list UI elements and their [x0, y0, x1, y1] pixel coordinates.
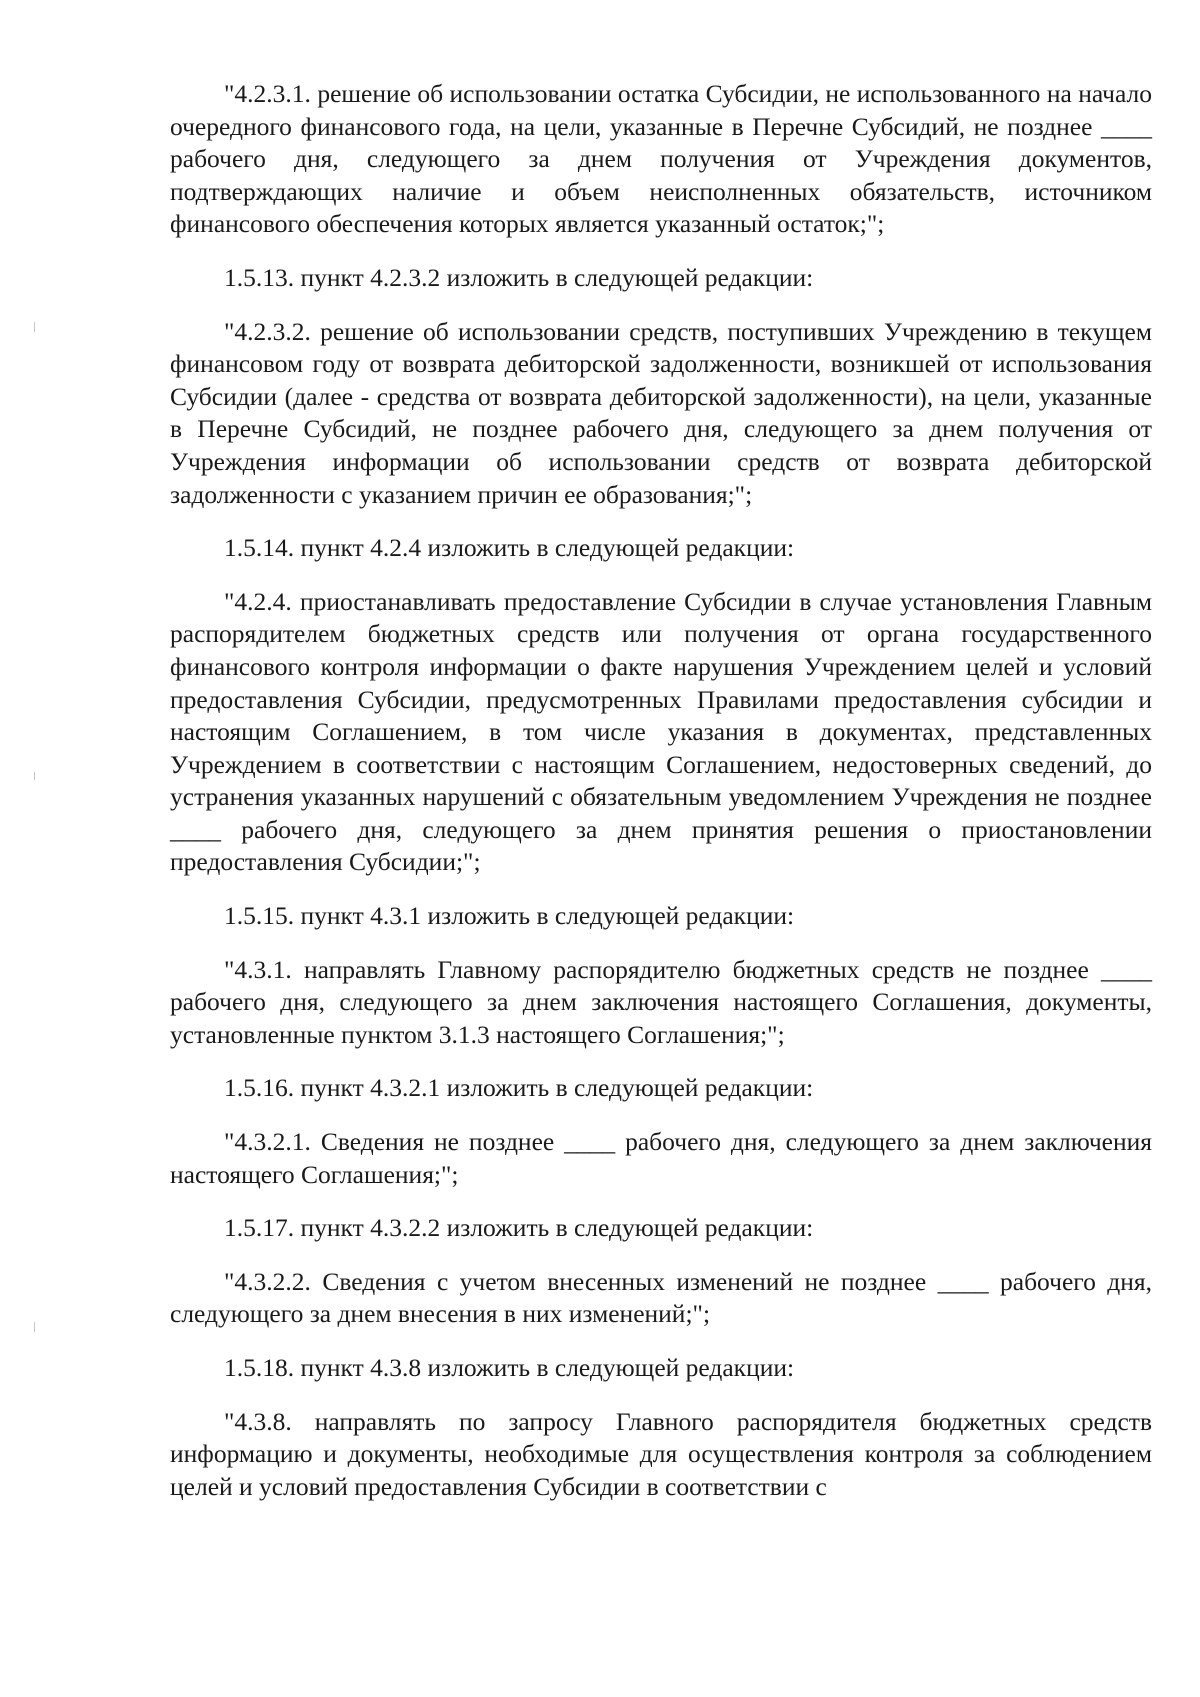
item-1-5-13: 1.5.13. пункт 4.2.3.2 изложить в следующей редакции: [224, 262, 814, 292]
item-1-5-15: 1.5.15. пункт 4.3.1 изложить в следующей редакции: [224, 901, 795, 931]
item-1-5-16: 1.5.16. пункт 4.3.2.1 изложить в следующей редакции: [224, 1073, 814, 1103]
scan-mark [34, 322, 35, 332]
paragraph-4-3-2-2: "4.3.2.2. Сведения с учетом внесенных изменений не позднее ____ рабочего дня, следующего за днем внесения в них изменений;"; [170, 1266, 1152, 1329]
scan-mark [34, 772, 35, 780]
paragraph-4-3-8: "4.3.8. направлять по запросу Главного распорядителя бюджетных средств информацию и документы, необходимые для осуществления контроля за соблюдением целей и условий предоставления Субсидии в соответствии с [170, 1406, 1152, 1501]
paragraph-4-3-1: "4.3.1. направлять Главному распорядителю бюджетных средств не позднее ____ рабочего дня, следующего за днем заключения настоящего Соглашения, документы, установленные пунктом 3.1.3 настоящего Соглашения;"; [170, 954, 1152, 1049]
item-1-5-17: 1.5.17. пункт 4.3.2.2 изложить в следующей редакции: [224, 1213, 814, 1243]
paragraph-4-2-3-2: "4.2.3.2. решение об использовании средств, поступивших Учреждению в текущем финансовом году от возврата дебиторской задолженности, возникшей от использования Субсидии (далее - средства от возврата дебиторской задолженности), на цели, указанные в Перечне Субсидий, не позднее рабочего дня, следующего за днем получения от Учреждения информации об использовании средств от возврата дебиторской задолженности с указанием причин ее образования;"; [170, 316, 1152, 509]
paragraph-4-2-3-1: "4.2.3.1. решение об использовании остатка Субсидии, не использованного на начало очередного финансового года, на цели, указанные в Перечне Субсидий, не позднее ____ рабочего дня, следующего за днем получения от Учреждения документов, подтверждающих наличие и объем неисполненных обязательств, источником финансового обеспечения которых является указанный остаток;"; [170, 79, 1152, 239]
paragraph-4-2-4: "4.2.4. приостанавливать предоставление Субсидии в случае установления Главным распорядителем бюджетных средств или получения от органа государственного финансового контроля информации о факте нарушения Учреждением целей и условий предоставления Субсидии, предусмотренных Правилами предоставления субсидии и настоящим Соглашением, в том числе указания в документах, представленных Учреждением в соответствии с настоящим Соглашением, недостоверных сведений, до устранения указанных нарушений с обязательным уведомлением Учреждения не позднее ____ рабочего дня, следующего за днем принятия решения о приостановлении предоставления Субсидии;"; [170, 586, 1152, 877]
document-body [170, 78, 1152, 1524]
item-1-5-14: 1.5.14. пункт 4.2.4 изложить в следующей редакции: [224, 533, 795, 563]
scan-mark [34, 1322, 35, 1332]
item-1-5-18: 1.5.18. пункт 4.3.8 изложить в следующей редакции: [224, 1353, 795, 1382]
paragraph-4-3-2-1: "4.3.2.1. Сведения не позднее ____ рабочего дня, следующего за днем заключения настоящего Соглашения;"; [170, 1127, 1152, 1189]
